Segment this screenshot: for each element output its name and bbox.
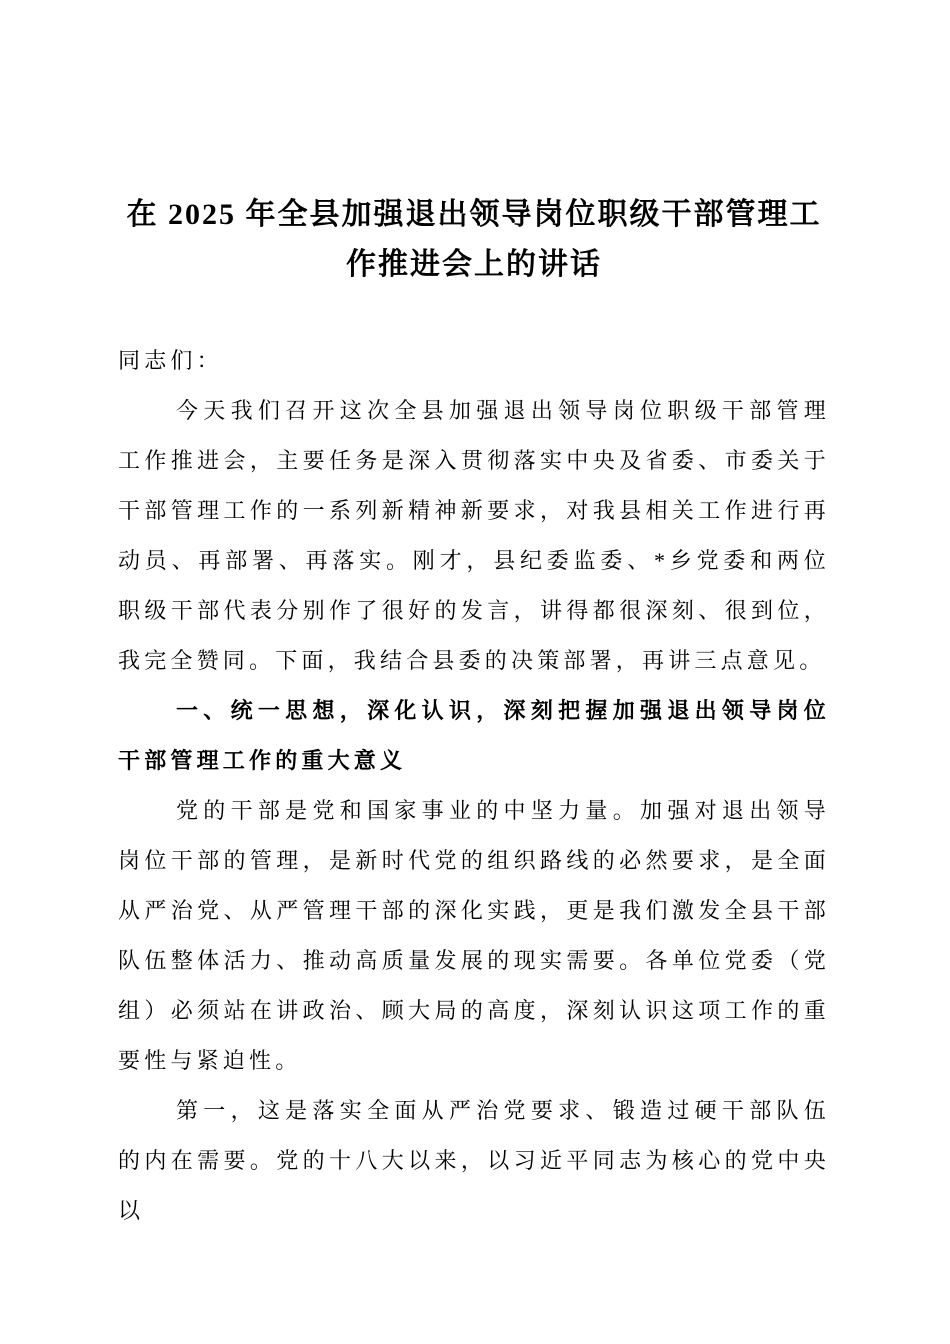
document-title-line-2: 作推进会上的讲话 [346, 248, 602, 281]
document-content [118, 190, 830, 1236]
document-body [118, 336, 830, 1236]
salutation: 同志们： [118, 348, 223, 373]
paragraph-opening: 今天我们召开这次全县加强退出领导岗位职级干部管理工作推进会，主要任务是深入贯彻落实中央及省委、市委关于干部管理工作的一系列新精神新要求，对我县相关工作进行再动员、再部署、再落实。刚才，县纪委监委、*乡党委和两位职级干部代表分别作了很好的发言，讲得都很深刻、很到位，我完全赞同。下面，我结合县委的决策部署，再讲三点意见。 [118, 398, 830, 673]
document-title-line-1: 在 2025 年全县加强退出领导岗位职级干部管理工 [126, 198, 822, 231]
document-title [118, 190, 830, 290]
section-heading-1: 一、统一思想，深化认识，深刻把握加强退出领导岗位干部管理工作的重大意义 [118, 698, 830, 773]
paragraph-first-point: 第一，这是落实全面从严治党要求、锻造过硬干部队伍的内在需要。党的十八大以来，以习近平同志为核心的党中央以 [118, 1098, 830, 1223]
paragraph-significance: 党的干部是党和国家事业的中坚力量。加强对退出领导岗位干部的管理，是新时代党的组织路线的必然要求，是全面从严治党、从严管理干部的深化实践，更是我们激发全县干部队伍整体活力、推动高质量发展的现实需要。各单位党委（党组）必须站在讲政治、顾大局的高度，深刻认识这项工作的重要性与紧迫性。 [118, 798, 830, 1073]
